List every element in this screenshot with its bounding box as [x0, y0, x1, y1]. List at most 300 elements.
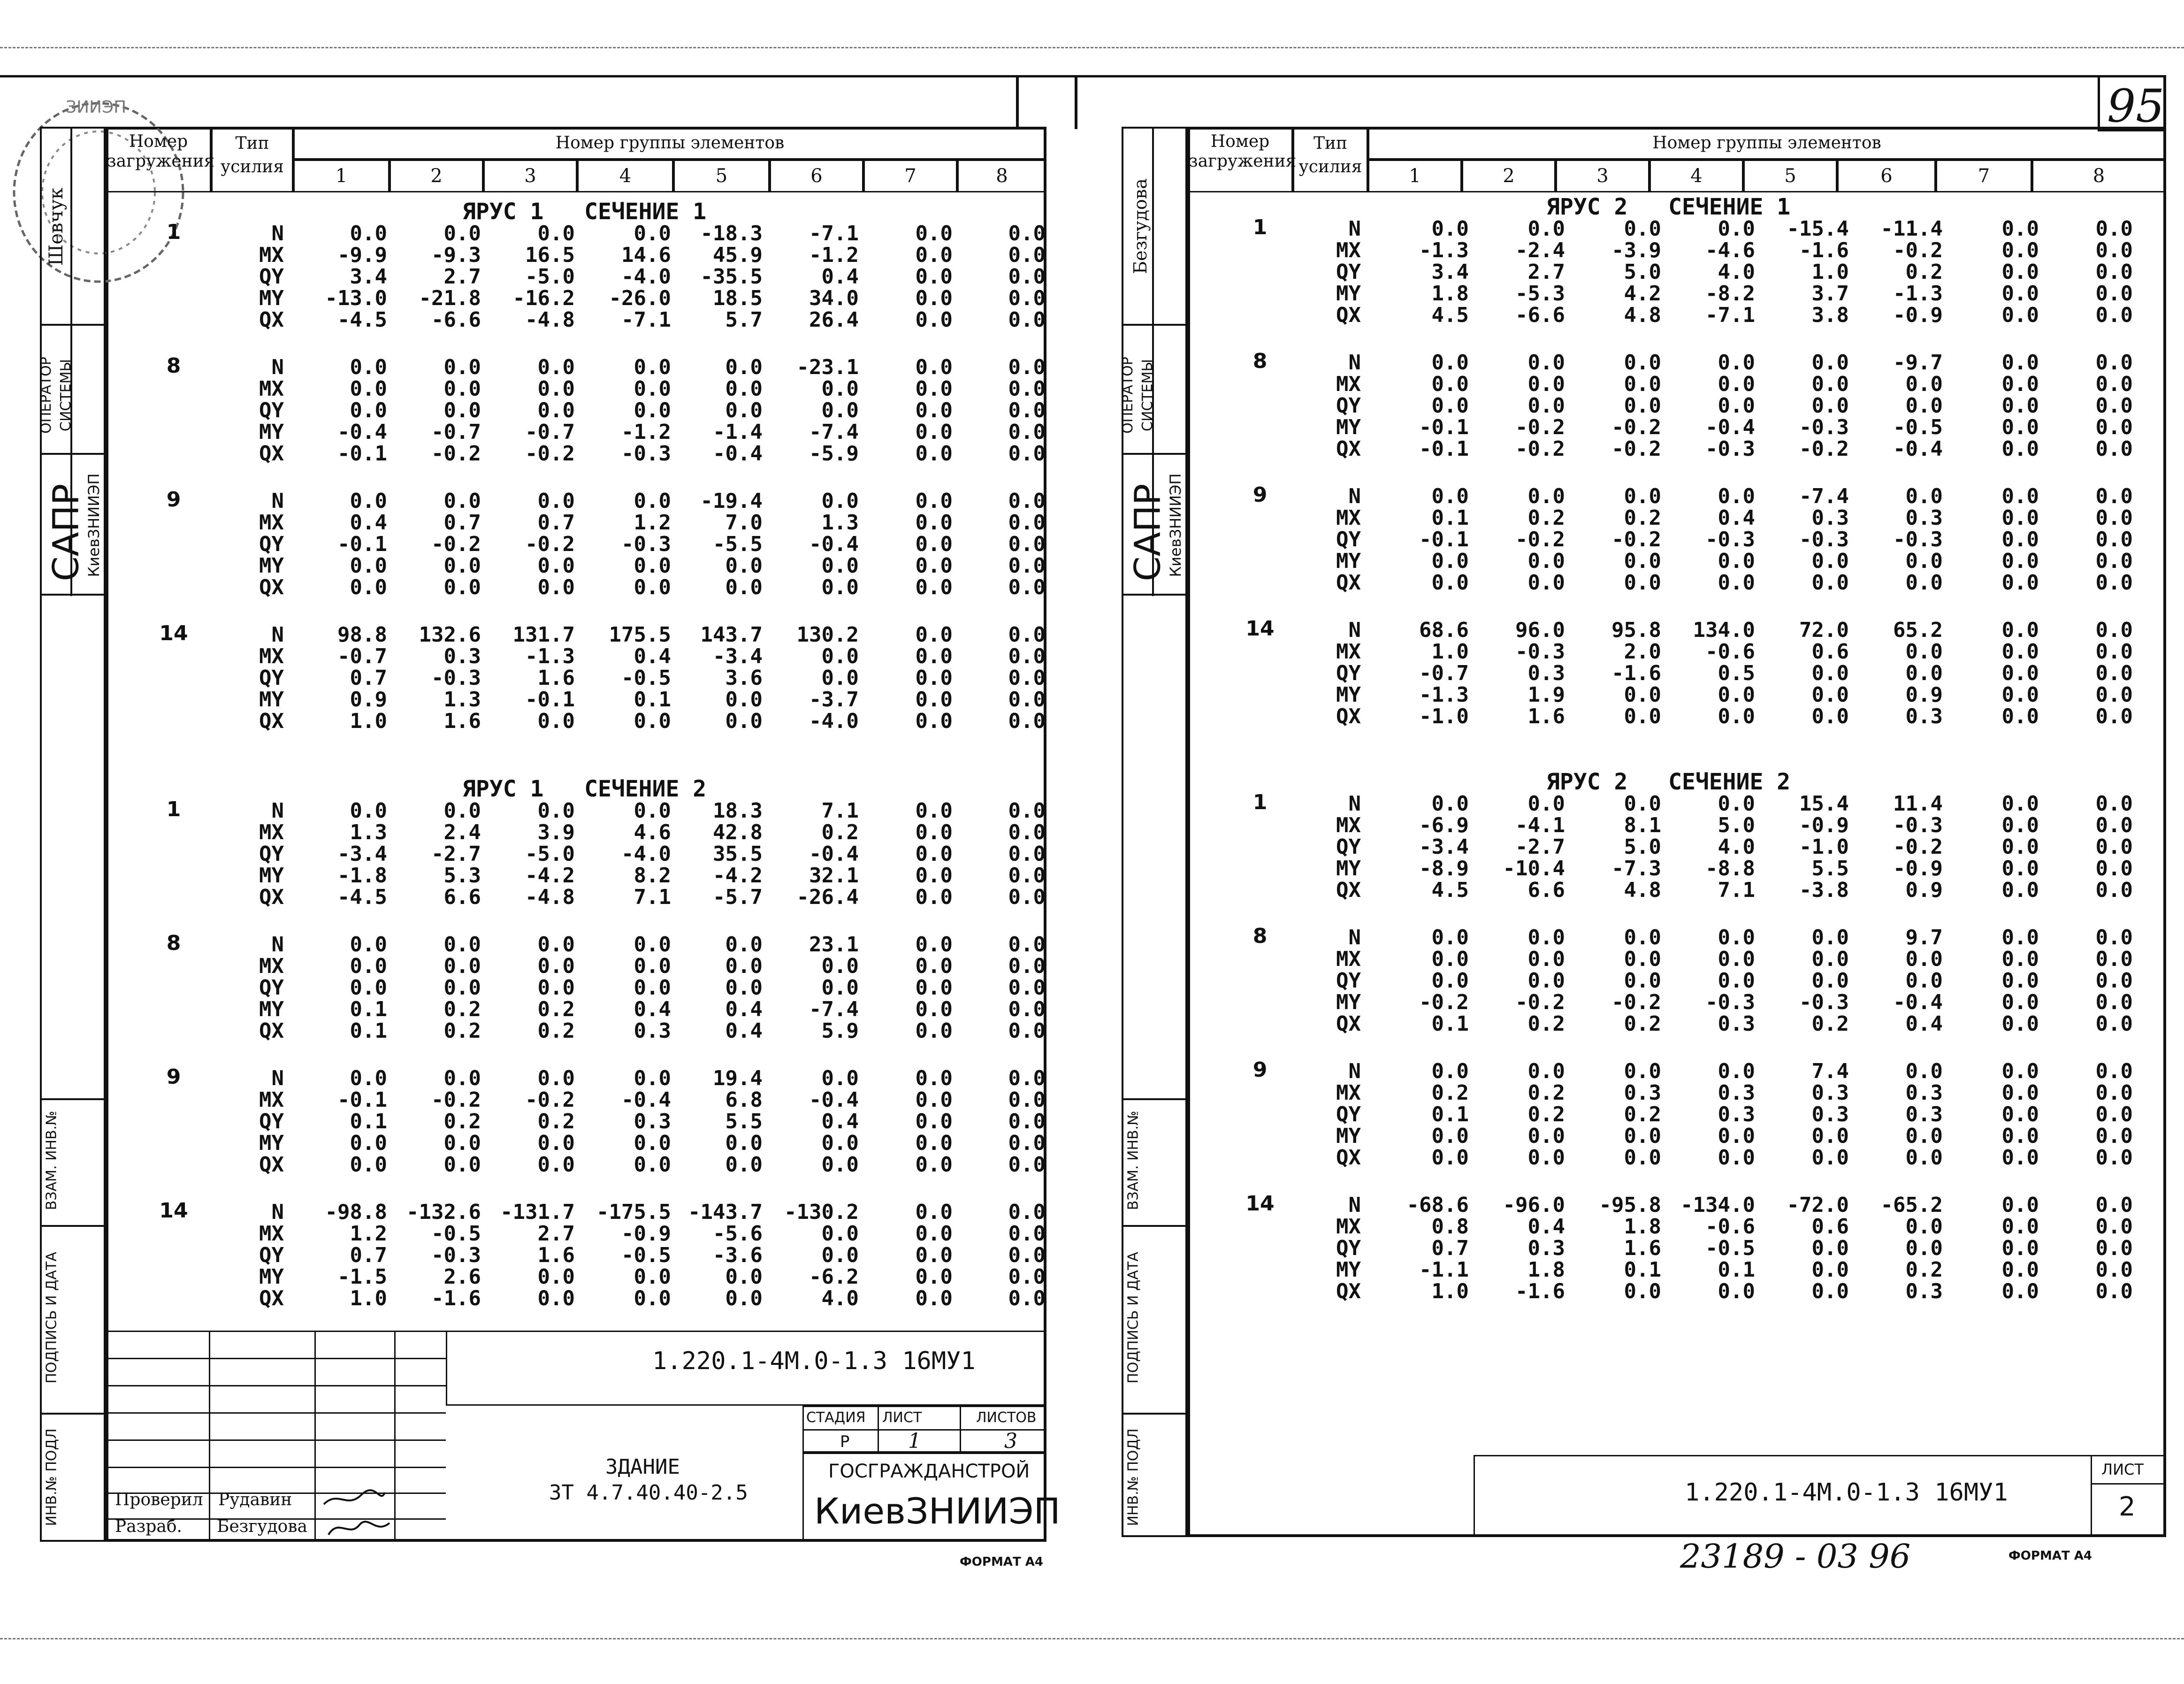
right-value-cell: 1.6: [1527, 704, 1565, 728]
right-value-cell: 0.0: [2095, 437, 2133, 461]
left-value-cell: 0.0: [725, 688, 763, 712]
left-force-type: QY: [259, 532, 284, 556]
right-value-cell: 0.0: [1905, 394, 1943, 418]
right-value-cell: 0.0: [2001, 1215, 2039, 1239]
left-value-cell: -0.4: [337, 420, 387, 444]
left-value-cell: 0.0: [915, 1265, 953, 1289]
left-value-cell: 131.7: [512, 623, 575, 647]
right-value-cell: 0.0: [1718, 394, 1755, 418]
right-value-cell: 0.0: [1624, 683, 1661, 707]
right-value-cell: 0.0: [2001, 661, 2039, 685]
left-value-cell: 19.4: [713, 1066, 763, 1090]
left-value-cell: 0.0: [915, 1243, 953, 1267]
right-group-number-7: 7: [1936, 160, 2032, 192]
right-force-type: QY: [1336, 394, 1361, 418]
left-force-type: QY: [259, 1110, 284, 1133]
right-value-cell: 8.1: [1624, 813, 1661, 837]
right-value-cell: 0.0: [2001, 1012, 2039, 1036]
right-value-cell: -1.6: [1799, 238, 1849, 262]
left-value-cell: 0.0: [350, 799, 387, 823]
right-value-cell: 0.2: [1431, 1081, 1469, 1105]
left-value-cell: -143.7: [688, 1200, 763, 1224]
left-value-cell: 1.6: [443, 709, 481, 733]
left-value-cell: 0.0: [821, 554, 859, 578]
right-value-cell: 0.2: [1624, 1102, 1661, 1126]
right-value-cell: -95.8: [1599, 1193, 1661, 1217]
right-value-cell: -0.3: [1799, 528, 1849, 551]
right-value-cell: -0.9: [1893, 303, 1943, 327]
right-value-cell: 0.0: [2095, 394, 2133, 418]
right-force-type: MX: [1336, 238, 1361, 262]
left-value-cell: 0.0: [537, 1153, 575, 1177]
right-group-number-3: 3: [1556, 160, 1649, 192]
left-value-cell: -21.8: [419, 286, 481, 310]
right-value-cell: 0.0: [2001, 926, 2039, 949]
left-value-cell: -0.7: [337, 644, 387, 668]
left-value-cell: 0.0: [725, 1286, 763, 1310]
right-value-cell: 0.0: [2001, 683, 2039, 707]
left-value-cell: 0.0: [443, 554, 481, 578]
left-value-cell: -0.7: [431, 420, 481, 444]
right-value-cell: 0.0: [2095, 1193, 2133, 1217]
left-value-cell: 6.8: [725, 1088, 763, 1112]
left-value-cell: 0.2: [443, 1110, 481, 1133]
left-force-type: QX: [259, 885, 284, 909]
left-value-cell: 0.0: [1008, 976, 1046, 1000]
left-value-cell: -4.2: [713, 864, 763, 888]
right-value-cell: 0.0: [1527, 969, 1565, 993]
right-value-cell: 0.0: [1624, 1146, 1661, 1170]
left-force-type: MX: [259, 511, 284, 535]
right-value-cell: -0.1: [1419, 437, 1469, 461]
right-value-cell: 0.0: [1527, 484, 1565, 508]
right-value-cell: 0.0: [1624, 1124, 1661, 1148]
right-value-cell: -0.2: [1611, 415, 1661, 439]
left-value-cell: -3.4: [337, 842, 387, 866]
left-value-cell: 0.0: [350, 355, 387, 379]
left-value-cell: 0.0: [1008, 355, 1046, 379]
left-value-cell: 4.0: [821, 1286, 859, 1310]
left-value-cell: 0.0: [1008, 1222, 1046, 1246]
right-value-cell: 0.0: [1431, 484, 1469, 508]
right-value-cell: -8.2: [1705, 282, 1755, 306]
left-value-cell: 0.0: [350, 222, 387, 245]
cut-line-top: [0, 47, 2184, 48]
right-value-cell: 0.3: [1811, 506, 1849, 530]
right-value-cell: -7.1: [1705, 303, 1755, 327]
left-value-cell: 0.0: [537, 1286, 575, 1310]
left-value-cell: 0.0: [915, 1066, 953, 1090]
left-side-operator: ОПЕРАТОР СИСТЕМЫ: [38, 357, 74, 434]
left-value-cell: 0.0: [537, 355, 575, 379]
left-value-cell: 1.3: [443, 688, 481, 712]
right-value-cell: -4.1: [1515, 813, 1565, 837]
left-value-cell: 130.2: [796, 623, 859, 647]
right-value-cell: 0.0: [1905, 484, 1943, 508]
right-value-cell: -0.3: [1799, 990, 1849, 1014]
right-value-cell: -6.9: [1419, 813, 1469, 837]
left-value-cell: -0.1: [337, 532, 387, 556]
right-value-cell: -0.4: [1893, 437, 1943, 461]
right-side-name: Безгудова: [1130, 178, 1151, 274]
left-value-cell: 0.7: [537, 511, 575, 535]
right-value-cell: 0.0: [2095, 857, 2133, 880]
right-value-cell: 0.0: [2001, 704, 2039, 728]
right-value-cell: -134.0: [1680, 1193, 1755, 1217]
left-sheet-label: ЛИСТ: [882, 1409, 922, 1426]
left-value-cell: 0.0: [915, 1019, 953, 1043]
right-side-divider-1: [1122, 324, 1187, 326]
right-value-cell: 0.0: [2095, 1215, 2133, 1239]
right-group-number-5: 5: [1743, 160, 1837, 192]
left-value-cell: -6.6: [431, 308, 481, 332]
left-value-cell: -7.1: [621, 308, 671, 332]
right-value-cell: -72.0: [1787, 1193, 1849, 1217]
left-value-cell: 0.0: [443, 1131, 481, 1155]
left-value-cell: 3.9: [537, 820, 575, 844]
left-force-type: N: [271, 222, 284, 245]
right-value-cell: 0.0: [2001, 1279, 2039, 1303]
right-sheet-label: ЛИСТ: [2101, 1461, 2144, 1478]
left-value-cell: 2.7: [537, 1222, 575, 1246]
left-value-cell: -5.6: [713, 1222, 763, 1246]
left-force-type: MY: [259, 1265, 284, 1289]
left-value-cell: 0.2: [537, 1019, 575, 1043]
right-value-cell: 7.4: [1811, 1059, 1849, 1083]
left-force-type: N: [271, 489, 284, 513]
left-value-cell: -0.4: [621, 1088, 671, 1112]
right-value-cell: -65.2: [1880, 1193, 1943, 1217]
left-header-groups: [293, 127, 1046, 160]
left-force-type: QX: [259, 1153, 284, 1177]
left-value-cell: -1.6: [431, 1286, 481, 1310]
left-value-cell: 23.1: [809, 933, 859, 957]
right-value-cell: 0.0: [1905, 549, 1943, 573]
right-value-cell: -9.7: [1893, 351, 1943, 375]
right-value-cell: 0.0: [1811, 549, 1849, 573]
left-value-cell: 0.0: [725, 709, 763, 733]
left-value-cell: -0.3: [431, 1243, 481, 1267]
right-value-cell: 0.0: [2001, 813, 2039, 837]
right-value-cell: 0.0: [2001, 1081, 2039, 1105]
left-value-cell: 0.0: [821, 644, 859, 668]
right-value-cell: 0.0: [1811, 661, 1849, 685]
right-value-cell: 0.4: [1718, 506, 1755, 530]
right-value-cell: 0.6: [1811, 1215, 1849, 1239]
right-value-cell: 1.0: [1431, 640, 1469, 664]
left-value-cell: -0.2: [525, 442, 575, 466]
left-value-cell: 0.0: [1008, 1019, 1046, 1043]
left-stage-value: Р: [840, 1432, 850, 1451]
right-value-cell: 5.5: [1811, 857, 1849, 880]
right-format: ФОРМАТ А4: [2008, 1549, 2092, 1563]
left-value-cell: 0.0: [915, 709, 953, 733]
left-value-cell: 0.0: [1008, 286, 1046, 310]
left-value-cell: -175.5: [596, 1200, 671, 1224]
right-side-inv-podl: ИНВ.№ ПОДЛ: [1125, 1428, 1142, 1526]
left-group-number-2: 2: [389, 160, 483, 192]
right-value-cell: 0.0: [2001, 506, 2039, 530]
left-value-cell: 0.0: [1008, 377, 1046, 401]
right-value-cell: 0.0: [1527, 1124, 1565, 1148]
right-force-type: MX: [1336, 947, 1361, 971]
left-value-cell: -0.1: [337, 442, 387, 466]
right-value-cell: 5.0: [1718, 813, 1755, 837]
left-header-groups-label: Номер группы элементов: [555, 133, 785, 153]
right-value-cell: 0.0: [2095, 969, 2133, 993]
left-signature-developed: [324, 1514, 394, 1542]
left-sheets-value: 3: [1004, 1429, 1017, 1453]
right-value-cell: 0.0: [1527, 947, 1565, 971]
right-value-cell: 0.8: [1431, 1215, 1469, 1239]
right-value-cell: 0.0: [2001, 1236, 2039, 1260]
left-value-cell: -4.0: [621, 265, 671, 289]
right-value-cell: 0.0: [1718, 1146, 1755, 1170]
right-value-cell: 0.0: [2095, 303, 2133, 327]
right-value-cell: -0.2: [1515, 437, 1565, 461]
left-value-cell: 0.2: [443, 997, 481, 1021]
right-value-cell: 0.0: [2095, 878, 2133, 902]
left-value-cell: -6.2: [809, 1265, 859, 1289]
left-value-cell: 32.1: [809, 864, 859, 888]
right-value-cell: 72.0: [1799, 618, 1849, 642]
right-value-cell: 0.6: [1811, 640, 1849, 664]
left-value-cell: 0.0: [443, 355, 481, 379]
right-value-cell: 0.0: [2001, 372, 2039, 396]
left-value-cell: -9.9: [337, 243, 387, 267]
right-value-cell: -0.4: [1893, 990, 1943, 1014]
left-value-cell: 0.0: [537, 709, 575, 733]
left-value-cell: 1.6: [537, 1243, 575, 1267]
left-value-cell: 0.0: [634, 489, 671, 513]
left-value-cell: 2.6: [443, 1265, 481, 1289]
right-value-cell: 0.9: [1905, 683, 1943, 707]
right-force-type: QX: [1336, 1279, 1361, 1303]
right-value-cell: 0.0: [2001, 351, 2039, 375]
right-value-cell: 0.0: [2095, 528, 2133, 551]
right-force-type: QY: [1336, 969, 1361, 993]
right-value-cell: 0.0: [1718, 1124, 1755, 1148]
right-value-cell: -1.3: [1893, 282, 1943, 306]
right-section-title: ЯРУС 2 СЕЧЕНИЕ 1: [1546, 194, 1791, 220]
right-value-cell: 0.0: [1811, 394, 1849, 418]
left-value-cell: 0.0: [537, 976, 575, 1000]
left-doc-code: 1.220.1-4М.0-1.3 16МУ1: [652, 1347, 976, 1375]
left-value-cell: 0.0: [634, 398, 671, 422]
right-value-cell: 0.0: [2095, 813, 2133, 837]
right-value-cell: -7.3: [1611, 857, 1661, 880]
right-value-cell: -1.6: [1611, 661, 1661, 685]
left-value-cell: 0.0: [915, 265, 953, 289]
right-value-cell: 0.0: [2001, 947, 2039, 971]
right-value-cell: 0.3: [1905, 506, 1943, 530]
right-value-cell: 0.0: [2001, 835, 2039, 859]
right-value-cell: 0.0: [1718, 217, 1755, 241]
left-value-cell: 0.0: [1008, 666, 1046, 690]
right-value-cell: 0.3: [1718, 1081, 1755, 1105]
right-value-cell: 0.0: [2001, 415, 2039, 439]
right-value-cell: 1.8: [1527, 1258, 1565, 1282]
right-value-cell: 0.0: [1624, 217, 1661, 241]
right-value-cell: 0.0: [1624, 351, 1661, 375]
right-value-cell: -2.7: [1515, 835, 1565, 859]
left-tb-col-line: [394, 1331, 396, 1542]
right-value-cell: 0.0: [2001, 484, 2039, 508]
left-value-cell: -13.0: [325, 286, 387, 310]
left-value-cell: 0.0: [350, 976, 387, 1000]
left-force-type: N: [271, 933, 284, 957]
left-value-cell: 0.0: [1008, 842, 1046, 866]
left-value-cell: -4.2: [525, 864, 575, 888]
left-value-cell: 0.0: [725, 377, 763, 401]
right-value-cell: 0.0: [1431, 217, 1469, 241]
left-value-cell: 2.4: [443, 820, 481, 844]
left-force-type: QY: [259, 265, 284, 289]
left-value-cell: 0.0: [443, 976, 481, 1000]
left-value-cell: 0.0: [1008, 243, 1046, 267]
right-value-cell: 0.0: [1905, 1059, 1943, 1083]
right-value-cell: 0.0: [1811, 1124, 1849, 1148]
right-header-type: [1293, 127, 1368, 192]
left-value-cell: 0.4: [634, 997, 671, 1021]
right-value-cell: 0.0: [1811, 926, 1849, 949]
right-value-cell: 0.1: [1431, 506, 1469, 530]
right-value-cell: 0.0: [1905, 969, 1943, 993]
right-force-type: QY: [1336, 1102, 1361, 1126]
left-value-cell: 0.0: [1008, 420, 1046, 444]
left-value-cell: -2.7: [431, 842, 481, 866]
right-value-cell: 1.8: [1624, 1215, 1661, 1239]
left-force-type: MX: [259, 1222, 284, 1246]
right-force-type: MX: [1336, 372, 1361, 396]
right-value-cell: -1.3: [1419, 683, 1469, 707]
left-value-cell: -16.2: [512, 286, 575, 310]
right-value-cell: 0.2: [1527, 506, 1565, 530]
left-group-number-8: 8: [957, 160, 1046, 192]
left-value-cell: -0.5: [431, 1222, 481, 1246]
left-force-type: MX: [259, 820, 284, 844]
right-value-cell: 0.1: [1431, 1102, 1469, 1126]
left-value-cell: -7.4: [809, 997, 859, 1021]
right-value-cell: 15.4: [1799, 792, 1849, 816]
right-sheet-cell-div: [2091, 1483, 2166, 1485]
right-value-cell: 0.0: [1811, 683, 1849, 707]
left-force-type: QY: [259, 398, 284, 422]
left-value-cell: 0.7: [443, 511, 481, 535]
right-value-cell: -0.4: [1705, 415, 1755, 439]
left-value-cell: 0.0: [915, 820, 953, 844]
left-value-cell: 175.5: [609, 623, 671, 647]
right-value-cell: 0.0: [1905, 661, 1943, 685]
left-value-cell: 0.0: [915, 377, 953, 401]
right-value-cell: 0.0: [1811, 969, 1849, 993]
right-load-number: 14: [1245, 1192, 1275, 1216]
right-value-cell: 0.4: [1905, 1012, 1943, 1036]
left-value-cell: 0.0: [1008, 954, 1046, 978]
right-value-cell: 0.0: [1527, 792, 1565, 816]
right-value-cell: 0.0: [1431, 372, 1469, 396]
left-signature-checked: [319, 1485, 389, 1514]
right-value-cell: 0.3: [1811, 1081, 1849, 1105]
left-value-cell: 0.0: [1008, 1265, 1046, 1289]
left-value-cell: 0.0: [915, 532, 953, 556]
left-value-cell: 0.0: [443, 489, 481, 513]
left-value-cell: 7.1: [634, 885, 671, 909]
right-force-type: QX: [1336, 1012, 1361, 1036]
left-group-number-3: 3: [483, 160, 577, 192]
left-value-cell: 7.0: [725, 511, 763, 535]
right-value-cell: 0.0: [2095, 640, 2133, 664]
page-number: 95: [2107, 80, 2165, 132]
left-value-cell: -131.7: [500, 1200, 575, 1224]
right-load-number: 8: [1252, 924, 1268, 948]
left-value-cell: 0.3: [634, 1110, 671, 1133]
right-value-cell: 0.0: [1624, 372, 1661, 396]
right-value-cell: 2.7: [1527, 260, 1565, 284]
left-value-cell: 0.0: [634, 575, 671, 599]
left-value-cell: 0.0: [1008, 554, 1046, 578]
left-value-cell: 1.6: [537, 666, 575, 690]
left-stage-div-h: [802, 1429, 1046, 1431]
left-value-cell: 0.0: [443, 799, 481, 823]
left-value-cell: 0.0: [634, 1066, 671, 1090]
right-force-type: MY: [1336, 1124, 1361, 1148]
right-force-type: N: [1348, 1059, 1361, 1083]
left-value-cell: 0.0: [915, 243, 953, 267]
left-force-type: QX: [259, 442, 284, 466]
right-force-type: QY: [1336, 1236, 1361, 1260]
left-value-cell: 0.0: [915, 398, 953, 422]
right-doc-code: 1.220.1-4М.0-1.3 16МУ1: [1685, 1478, 2008, 1507]
left-value-cell: 0.0: [443, 222, 481, 245]
left-value-cell: 0.0: [1008, 799, 1046, 823]
right-value-cell: 4.5: [1431, 878, 1469, 902]
right-value-cell: 0.0: [2095, 1124, 2133, 1148]
right-value-cell: 4.8: [1624, 303, 1661, 327]
left-value-cell: 0.0: [634, 1153, 671, 1177]
left-value-cell: 18.3: [713, 799, 763, 823]
right-value-cell: -4.6: [1705, 238, 1755, 262]
left-force-type: N: [271, 1066, 284, 1090]
right-value-cell: 0.0: [1624, 1279, 1661, 1303]
right-force-type: N: [1348, 792, 1361, 816]
right-value-cell: -3.8: [1799, 878, 1849, 902]
left-value-cell: 0.0: [443, 933, 481, 957]
right-value-cell: 0.3: [1527, 661, 1565, 685]
left-value-cell: 0.0: [1008, 997, 1046, 1021]
right-value-cell: 0.0: [1624, 394, 1661, 418]
right-value-cell: 0.0: [2001, 282, 2039, 306]
right-value-cell: 0.0: [1811, 1279, 1849, 1303]
left-value-cell: 0.0: [915, 933, 953, 957]
right-value-cell: 0.0: [1431, 571, 1469, 595]
right-value-cell: 0.0: [1624, 926, 1661, 949]
right-value-cell: -7.4: [1799, 484, 1849, 508]
left-side-sapr: САПР: [45, 483, 87, 582]
right-value-cell: 0.0: [1811, 571, 1849, 595]
left-checked-label: Проверил: [115, 1490, 203, 1509]
left-value-cell: -0.4: [809, 532, 859, 556]
left-value-cell: 0.0: [537, 1131, 575, 1155]
right-value-cell: 0.0: [2095, 947, 2133, 971]
left-value-cell: 0.0: [915, 1088, 953, 1112]
right-value-cell: 0.0: [2001, 990, 2039, 1014]
left-force-type: N: [271, 355, 284, 379]
right-force-type: MY: [1336, 549, 1361, 573]
right-value-cell: -3.9: [1611, 238, 1661, 262]
left-sheet-inner-line: [1016, 75, 1019, 127]
right-value-cell: -5.3: [1515, 282, 1565, 306]
